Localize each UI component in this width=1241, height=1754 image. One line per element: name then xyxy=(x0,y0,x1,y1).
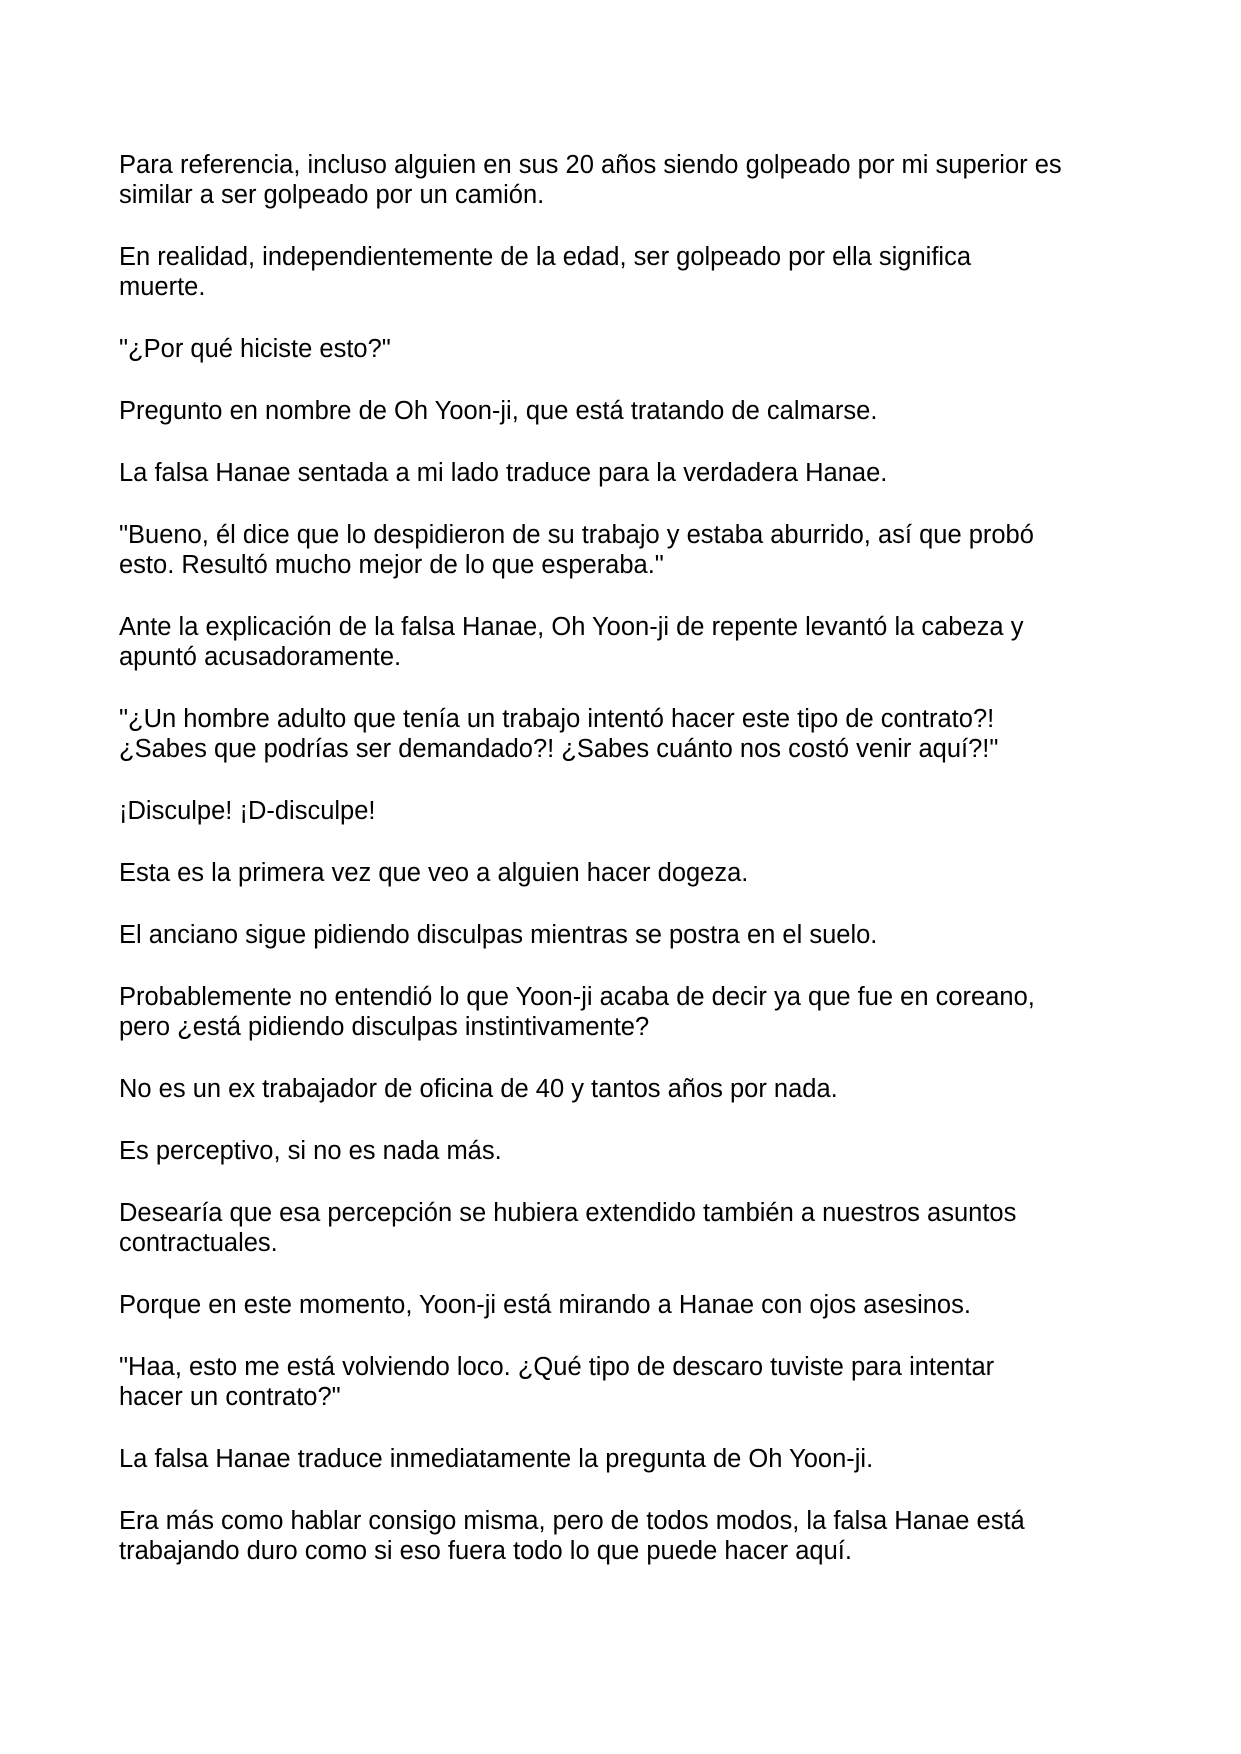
paragraph-14: Es perceptivo, si no es nada más. xyxy=(119,1137,502,1165)
paragraph-3: "¿Por qué hiciste esto?" xyxy=(119,335,391,363)
paragraph-11: El anciano sigue pidiendo disculpas mientras se postra en el suelo. xyxy=(119,921,878,949)
paragraph-18: La falsa Hanae traduce inmediatamente la pregunta de Oh Yoon-ji. xyxy=(119,1445,874,1473)
paragraph-17: "Haa, esto me está volviendo loco. ¿Qué tipo de descaro tuviste para intentar hacer un contrato?" xyxy=(119,1353,995,1411)
paragraph-5: La falsa Hanae sentada a mi lado traduce para la verdadera Hanae. xyxy=(119,459,888,487)
paragraph-15: Desearía que esa percepción se hubiera extendido también a nuestros asuntos contractuales. xyxy=(119,1199,1017,1257)
paragraph-13: No es un ex trabajador de oficina de 40 y tantos años por nada. xyxy=(119,1075,838,1103)
paragraph-9: ¡Disculpe! ¡D-disculpe! xyxy=(119,797,376,825)
paragraph-6: "Bueno, él dice que lo despidieron de su trabajo y estaba aburrido, así que probó esto. Resultó mucho mejor de lo que esperaba." xyxy=(119,521,1034,579)
paragraph-12: Probablemente no entendió lo que Yoon-ji acaba de decir ya que fue en coreano, pero ¿está pidiendo disculpas instintivamente? xyxy=(119,983,1035,1041)
paragraph-7: Ante la explicación de la falsa Hanae, Oh Yoon-ji de repente levantó la cabeza y apuntó acusadoramente. xyxy=(119,613,1024,671)
paragraph-10: Esta es la primera vez que veo a alguien hacer dogeza. xyxy=(119,859,749,887)
paragraph-2: En realidad, independientemente de la edad, ser golpeado por ella significa muerte. xyxy=(119,243,972,301)
paragraph-19: Era más como hablar consigo misma, pero de todos modos, la falsa Hanae está trabajando duro como si eso fuera todo lo que puede hacer aquí. xyxy=(119,1507,1025,1565)
paragraph-8: "¿Un hombre adulto que tenía un trabajo intentó hacer este tipo de contrato?! ¿Sabes que podrías ser demandado?! ¿Sabes cuánto nos costó venir aquí?!" xyxy=(119,705,999,763)
paragraph-4: Pregunto en nombre de Oh Yoon-ji, que está tratando de calmarse. xyxy=(119,397,878,425)
paragraph-1: Para referencia, incluso alguien en sus 20 años siendo golpeado por mi superior es similar a ser golpeado por un camión. xyxy=(119,151,1062,209)
paragraph-16: Porque en este momento, Yoon-ji está mirando a Hanae con ojos asesinos. xyxy=(119,1291,971,1319)
document-body xyxy=(119,150,1139,1598)
